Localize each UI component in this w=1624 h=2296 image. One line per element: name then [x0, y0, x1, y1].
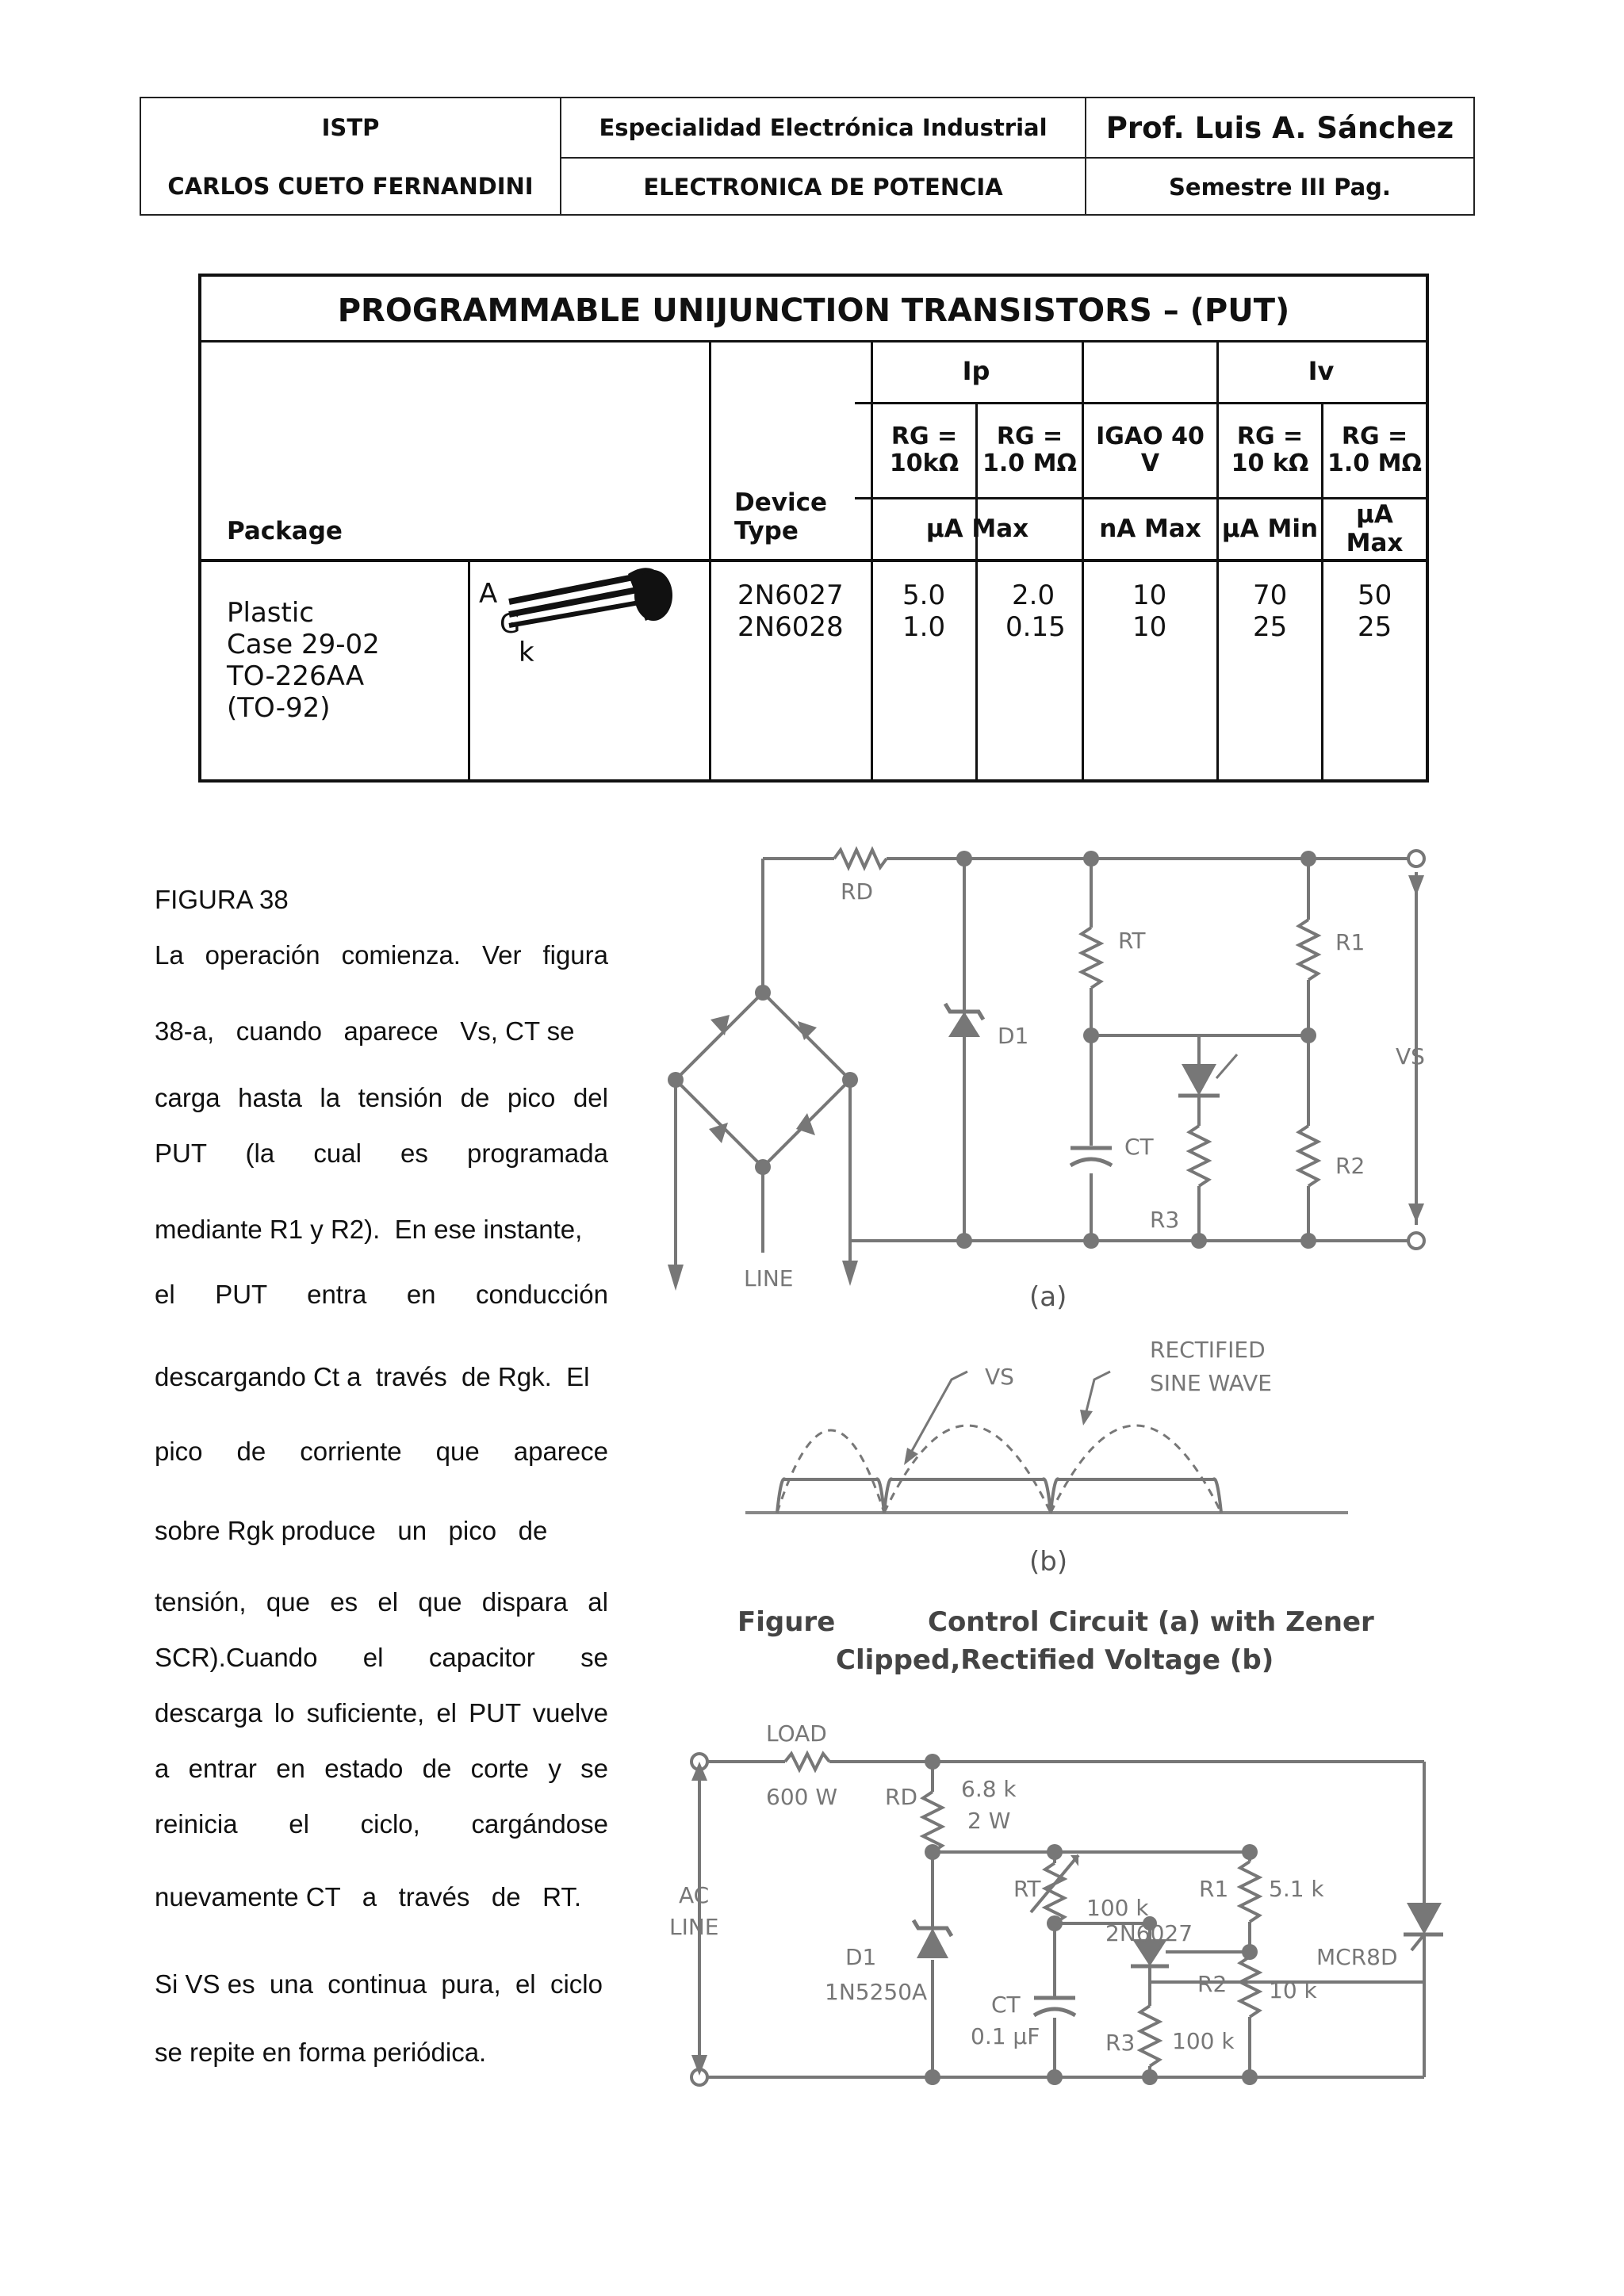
header-professor: Prof. Luis A. Sánchez: [1105, 110, 1454, 145]
label-ac: AC: [679, 1882, 710, 1908]
col-package: Package: [227, 517, 343, 545]
circuit-diagram-a: [658, 840, 1435, 1316]
row-ip1: 5.0: [902, 580, 946, 611]
text-line-13: a entrar en estado de corte y se: [155, 1754, 608, 1783]
label-rt-c: RT: [1013, 1876, 1041, 1902]
label-a: (a): [1029, 1281, 1067, 1313]
label-zener: 1N5250A: [825, 1979, 928, 2005]
label-r1-c: R1: [1199, 1876, 1229, 1902]
put-datasheet-table: [198, 274, 1429, 783]
caption-figure: Figure: [737, 1606, 836, 1638]
label-ct-c: CT: [991, 1992, 1021, 2018]
text-line-8: pico de corriente que aparece: [155, 1437, 608, 1466]
rg-10k-iv: RG = 10 kΩ: [1231, 422, 1309, 477]
row-iv2: 25: [1358, 611, 1392, 643]
header-specialty: Especialidad Electrónica Industrial: [599, 114, 1048, 141]
iv-header: Iv: [1308, 355, 1335, 386]
pin-g-label: G: [500, 608, 521, 640]
caption-line-1: Control Circuit (a) with Zener: [928, 1606, 1374, 1638]
label-r3-c: R3: [1105, 2030, 1136, 2056]
text-line-2: 38-a, cuando aparece Vs, CT se: [155, 1016, 575, 1046]
unit-iv-min: μA Min: [1221, 514, 1319, 543]
unit-igao: nA Max: [1099, 514, 1201, 543]
label-r3: R3: [1150, 1207, 1180, 1233]
label-ac-line: LINE: [669, 1914, 719, 1940]
label-load-watts: 600 W: [766, 1784, 838, 1810]
text-line-14: reinicia el ciclo, cargándose: [155, 1809, 608, 1839]
label-rd-value: 6.8 k: [961, 1776, 1017, 1802]
text-line-4: PUT (la cual es programada: [155, 1138, 608, 1168]
unit-iv-max: μA Max: [1346, 499, 1404, 557]
text-line-9: sobre Rgk produce un pico de: [155, 1516, 548, 1545]
table-title: PROGRAMMABLE UNIJUNCTION TRANSISTORS – (PUT): [337, 293, 1290, 329]
col-device-type: Device Type: [734, 488, 827, 545]
package-text: Plastic Case 29-02 TO-226AA (TO-92): [227, 597, 380, 724]
row-igao: 10: [1132, 611, 1167, 643]
label-put: 2N6027: [1105, 1920, 1193, 1946]
label-rd-c: RD: [885, 1784, 918, 1810]
label-r2-value: 10 k: [1269, 1977, 1317, 2003]
ip-header: Ip: [962, 355, 990, 386]
header-course: ELECTRONICA DE POTENCIA: [643, 174, 1003, 201]
header-semester: Semestre III Pag.: [1169, 174, 1391, 201]
row-ip2: 2.0: [1012, 580, 1055, 611]
rg-10k-ip: RG = 10kΩ: [889, 422, 959, 477]
row-iv1: 70: [1253, 580, 1288, 611]
label-r3-value: 100 k: [1172, 2028, 1235, 2054]
text-line-11: SCR).Cuando el capacitor se: [155, 1643, 608, 1672]
label-load: LOAD: [766, 1720, 827, 1747]
label-vs: VS: [1396, 1043, 1425, 1070]
text-line-16: Si VS es una continua pura, el ciclo: [155, 1969, 603, 1999]
label-r2: R2: [1335, 1153, 1365, 1179]
label-rt: RT: [1118, 928, 1146, 954]
pin-k-label: k: [519, 637, 534, 668]
label-d1-c: D1: [845, 1944, 877, 1970]
caption-line-2: Clipped,Rectified Voltage (b): [836, 1644, 1274, 1676]
igao-header: IGAO 40 V: [1096, 422, 1205, 477]
label-rectified: RECTIFIED: [1150, 1337, 1266, 1363]
label-b: (b): [1029, 1546, 1068, 1578]
label-rt-value: 100 k: [1086, 1895, 1149, 1921]
rg-1m-ip: RG = 1.0 MΩ: [982, 422, 1077, 477]
text-line-7: descargando Ct a través de Rgk. El: [155, 1362, 590, 1391]
label-line: LINE: [744, 1265, 794, 1292]
row-ip1: 1.0: [902, 611, 946, 643]
label-r1-value: 5.1 k: [1269, 1876, 1324, 1902]
header-school: CARLOS CUETO FERNANDINI: [167, 173, 534, 200]
label-r2-c: R2: [1197, 1971, 1228, 1997]
label-scr: MCR8D: [1316, 1944, 1398, 1970]
pin-a-label: A: [479, 578, 498, 610]
text-line-5: mediante R1 y R2). En ese instante,: [155, 1215, 583, 1244]
page-header: [140, 97, 1475, 216]
label-sine-wave: SINE WAVE: [1150, 1370, 1272, 1396]
row-igao: 10: [1132, 580, 1167, 611]
row-device: 2N6027: [737, 580, 844, 611]
text-line-17: se repite en forma periódica.: [155, 2038, 487, 2067]
label-rd-power: 2 W: [967, 1808, 1011, 1834]
text-line-10: tensión, que es el que dispara al: [155, 1587, 608, 1617]
row-ip2: 0.15: [1005, 611, 1066, 643]
row-device: 2N6028: [737, 611, 844, 643]
label-vs-b: VS: [985, 1364, 1014, 1390]
header-istp: ISTP: [321, 114, 380, 141]
row-iv1: 25: [1253, 611, 1288, 643]
text-line-3: carga hasta la tensión de pico del: [155, 1083, 608, 1112]
row-iv2: 50: [1358, 580, 1392, 611]
text-line-12: descarga lo suficiente, el PUT vuelve: [155, 1698, 608, 1728]
text-line-6: el PUT entra en conducción: [155, 1280, 608, 1309]
figure-label: FIGURA 38: [155, 885, 289, 914]
label-ct: CT: [1124, 1134, 1154, 1160]
label-d1: D1: [998, 1023, 1029, 1049]
text-line-1: La operación comienza. Ver figura: [155, 940, 608, 970]
text-line-15: nuevamente CT a través de RT.: [155, 1882, 582, 1911]
label-r1: R1: [1335, 929, 1365, 955]
unit-ip: μA Max: [925, 514, 1029, 543]
label-ct-value: 0.1 μF: [971, 2023, 1040, 2049]
rg-1m-iv: RG = 1.0 MΩ: [1327, 422, 1422, 477]
label-rd: RD: [841, 878, 874, 905]
